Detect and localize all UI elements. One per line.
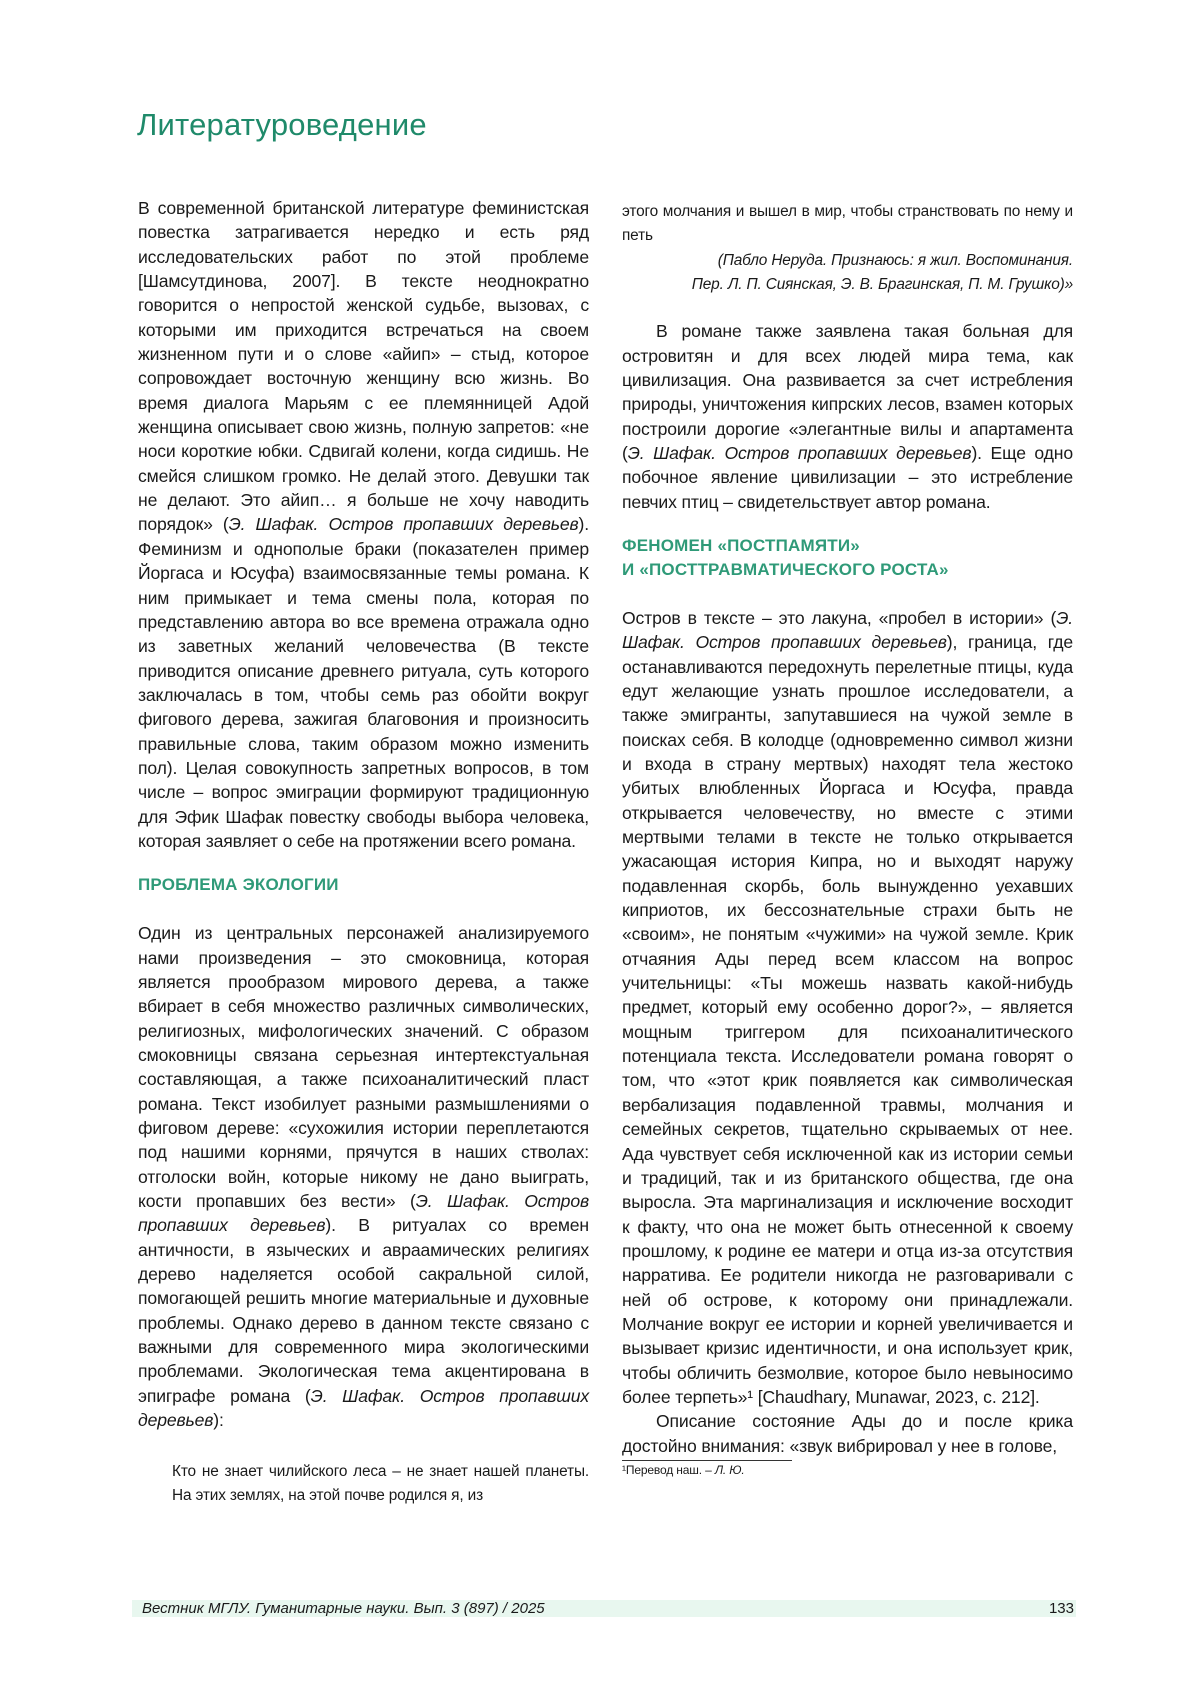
right-column <box>622 200 1073 1479</box>
italic-citation: Э. Шафак. Остров пропавших деревьев <box>622 608 1073 652</box>
paragraph <box>622 606 1073 1409</box>
text-run: ). Еще одно побочное явление цивилизации – это истребление певчих птиц – свидетельствует автор романа. <box>622 443 1073 512</box>
text-run: ): <box>213 1410 223 1430</box>
paragraph <box>622 319 1073 514</box>
italic-citation: Л. Ю. <box>715 1463 745 1477</box>
paragraph <box>138 196 589 853</box>
text-run: ¹Перевод наш. – <box>622 1463 715 1477</box>
left-column <box>138 196 589 1508</box>
heading-line: ФЕНОМЕН «ПОСТПАМЯТИ» <box>622 536 860 555</box>
italic-citation: Э. Шафак. Остров пропавших деревьев <box>138 1386 589 1430</box>
section-heading <box>622 534 1073 582</box>
journal-name: Вестник МГЛУ. Гуманитарные науки. Вып. 3 (897) / 2025 <box>142 1600 545 1617</box>
heading-line: И «ПОСТТРАВМАТИЧЕСКОГО РОСТА» <box>622 560 949 579</box>
paragraph <box>138 921 589 1432</box>
epigraph: Кто не знает чилийского леса – не знает нашей планеты. На этих землях, на этой почве родился я, из <box>138 1460 589 1509</box>
epigraph-attribution: Пер. Л. П. Сиянская, Э. В. Брагинская, П. М. Грушко)» <box>622 273 1073 297</box>
text-run: Один из центральных персонажей анализируемого нами произведения – это смоковница, которая является прообразом мирового дерева, а также вбирает в себя множество различных символических, религиозных, мифологических значений. С образом смоковницы связана серьезная интертекстуальная составляющая, а также психоаналитический пласт романа. Текст изобилует разными размышлениями о фиговом дереве: «сухожилия истории переплетаются под нашими корнями, прячутся в наших стволах: отголоски войн, которые никому не дано выиграть, кости пропавших без вести» ( <box>138 923 589 1211</box>
text-run: В романе также заявлена такая больная для островитян и для всех людей мира тема, как цивилизация. Она развивается за счет истребления природы, уничтожения кипрских лесов, взамен которых построили дорогие «элегантные вилы и апартамента ( <box>622 321 1073 463</box>
text-run: Остров в тексте – это лакуна, «пробел в истории» ( <box>622 608 1056 628</box>
section-title: Литературоведение <box>137 107 427 143</box>
section-heading: ПРОБЛЕМА ЭКОЛОГИИ <box>138 873 589 897</box>
italic-citation: Э. Шафак. Остров пропавших деревьев <box>138 1191 589 1235</box>
paragraph <box>622 1409 1073 1458</box>
italic-citation: Э. Шафак. Остров пропавших деревьев <box>229 514 579 534</box>
text-run: Описание состояние Ады до и после крика достойно внимания: «звук вибрировал у нее в голове, <box>622 1411 1073 1455</box>
italic-citation: Э. Шафак. Остров пропавших деревьев <box>628 443 972 463</box>
page-footer <box>132 1600 1076 1617</box>
text-run: ). В ритуалах со времен античности, в языческих и авраамических религиях дерево наделяется особой сакральной силой, помогающей решить многие материальные и духовные проблемы. Однако дерево в данном тексте связано с важными для современного мира экологическими проблемами. Экологическая тема акцентирована в эпиграфе романа ( <box>138 1215 589 1405</box>
footnote <box>622 1461 1073 1479</box>
text-run: ), граница, где останавливаются передохнуть перелетные птицы, куда едут желающие узнать прошлое исследователи, а также эмигранты, запутавшиеся на чужой земле в поисках себя. В колодце (одновременно символ жизни и входа в страну мертвых) находят тела жестоко убитых влюбленных Йоргаса и Юсуфа, правда открывается человечеству, но вместе с этими мертвыми телами в тексте не только открывается ужасающая история Кипра, но и выходят наружу подавленная скорбь, боль вынужденно уехавших киприотов, их бессознательные страхи быть не «своим», не понятым «чужими» на чужой земле. Крик отчаяния Ады перед всем классом на вопрос учительницы: «Ты можешь назвать какой-нибудь предмет, который ему особенно дорог?», – является мощным триггером для психоаналитического потенциала текста. Исследователи романа говорят о том, что «этот крик появляется как символическая вербализация подавленной травмы, молчания и семейных секретов, тщательно скрываемых от нее. Ада чувствует себя исключенной как из истории семьи и традиций, так и из британского общества, где она выросла. Эта маргинализация и исключение восходит к факту, что она не может быть отнесенной к своему прошлому, к родине ее матери и отца из-за отсутствия нарратива. Ее родители никогда не разговаривали с ней об острове, к которому они принадлежали. Молчание вокруг ее истории и корней увеличивается и вызывает кризис идентичности, и она использует крик, чтобы обличить безмолвие, которое было невыносимо более терпеть»¹ [Chaudhary, Munawar, 2023, с. 212]. <box>622 632 1073 1407</box>
page-number: 133 <box>1049 1600 1074 1617</box>
text-run: ). Феминизм и однополые браки (показателен пример Йоргаса и Юсуфа) взаимосвязанные темы романа. К ним примыкает и тема смены пола, которая по представлению автора во все времена отражала одно из заветных желаний человечества (В тексте приводится описание древнего ритуала, суть которого заключалась в том, чтобы семь раз обойти вокруг фигового дерева, зажигая благовония и произносить правильные слова, таким образом можно изменить пол). Целая совокупность запретных вопросов, в том числе – вопрос эмиграции формируют традиционную для Эфик Шафак повестку свободы выбора человека, которая заявляет о себе на протяжении всего романа. <box>138 514 589 850</box>
text-run: В современной британской литературе феминистская повестка затрагивается нередко и есть ряд исследовательских работ по этой проблеме [Шамсутдинова, 2007]. В тексте неоднократно говорится о непростой женской судьбе, вызовах, с которыми им приходится встречаться на своем жизненном пути и о слове «айип» – стыд, которое сопровождает восточную женщину всю жизнь. Во время диалога Марьям с ее племянницей Адой женщина описывает свою жизнь, полную запретов: «не носи короткие юбки. Сдвигай колени, когда сидишь. Не смейся слишком громко. Не делай этого. Девушки так не делают. Это айип… я больше не хочу наводить порядок» ( <box>138 198 589 534</box>
epigraph-attribution: (Пабло Неруда. Признаюсь: я жил. Воспоминания. <box>622 249 1073 273</box>
epigraph-continuation: этого молчания и вышел в мир, чтобы странствовать по нему и петь <box>622 200 1073 249</box>
